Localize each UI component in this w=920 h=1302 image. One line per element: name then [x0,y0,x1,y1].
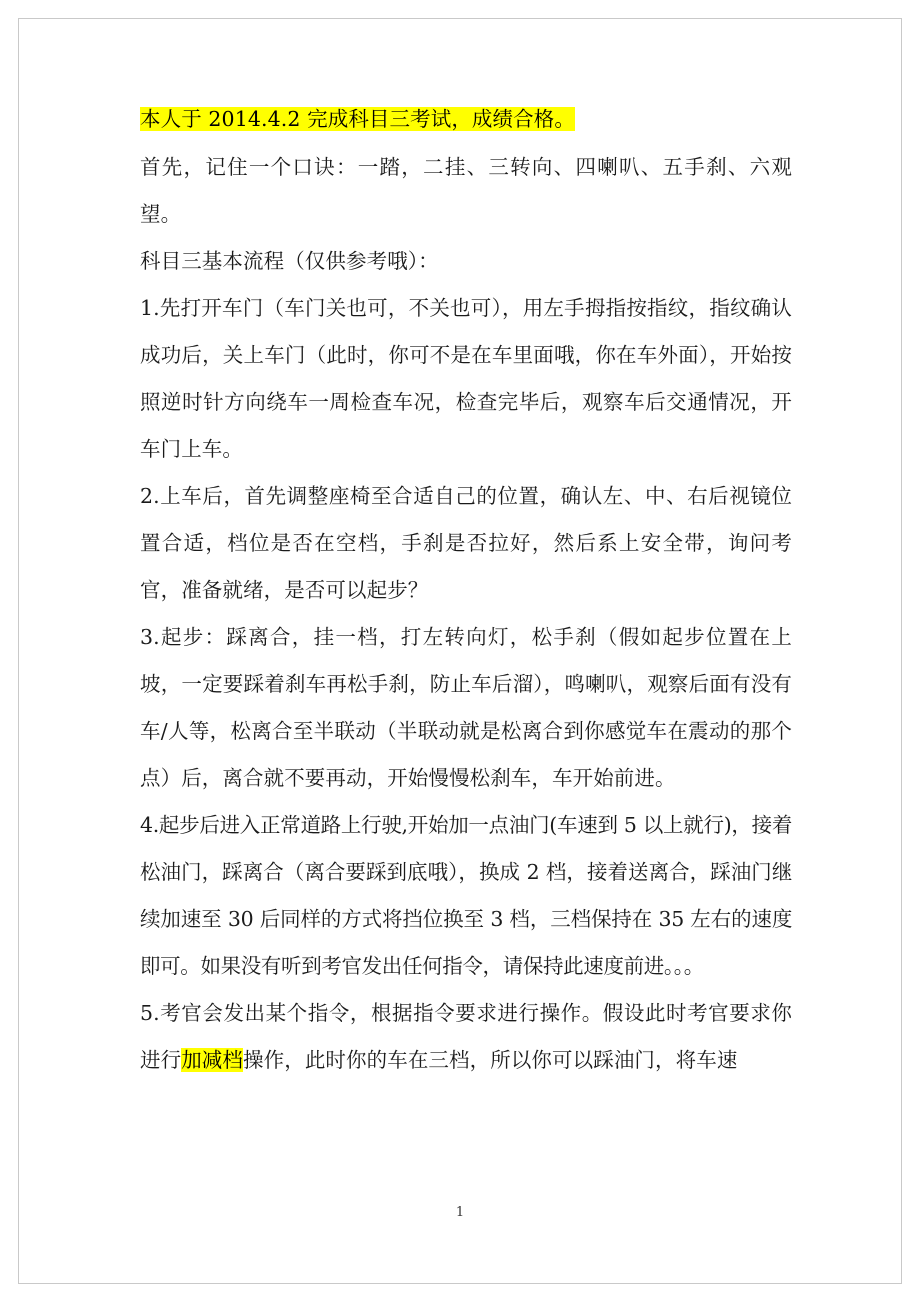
paragraph-step-5-text-before: 5.考官会发出某个指令，根据指令要求进行操作。假设此时考官要求你进行 [140,1001,792,1072]
paragraph-flow-title: 科目三基本流程（仅供参考哦）： [140,249,439,273]
highlighted-term-jiajiandang: 加减档 [181,1048,244,1072]
paragraph-step-1: 1.先打开车门（车门关也可，不关也可），用左手拇指按指纹，指纹确认成功后，关上车门（此时，你可不是在车里面哦，你在车外面），开始按照逆时针方向绕车一周检查车况，检查完毕后，观察车后交通情况，开车门上车。 [140,296,792,461]
paragraph-intro: 首先，记住一个口诀：一踏，二挂、三转向、四喇叭、五手刹、六观望。 [140,155,792,226]
paragraph-step-5-text-after: 操作，此时你的车在三档，所以你可以踩油门，将车速 [243,1048,738,1072]
paragraph-step-2: 2.上车后，首先调整座椅至合适自己的位置，确认左、中、右后视镜位置合适，档位是否在空档，手刹是否拉好，然后系上安全带，询问考官，准备就绪，是否可以起步？ [140,484,792,602]
highlighted-heading-text: 本人于 2014.4.2 完成科目三考试，成绩合格。 [140,107,575,131]
paragraph-step-5 [140,990,792,1084]
document-text-body [140,96,792,1084]
paragraph-step-4: 4.起步后进入正常道路上行驶,开始加一点油门(车速到 5 以上就行)，接着松油门，踩离合（离合要踩到底哦），换成 2 档，接着送离合，踩油门继续加速至 30 后同样的方式将挡位换至 3 档，三档保持在 35 左右的速度即可。如果没有听到考官发出任何指令，请保持此速度前进。。。 [140,813,792,978]
page-number: 1 [455,1205,465,1220]
paragraph-heading [140,96,792,143]
paragraph-step-3: 3.起步：踩离合，挂一档，打左转向灯，松手刹（假如起步位置在上坡，一定要踩着刹车再松手刹，防止车后溜），鸣喇叭，观察后面有没有车/人等，松离合至半联动（半联动就是松离合到你感觉车在震动的那个点）后，离合就不要再动，开始慢慢松刹车，车开始前进。 [140,625,792,790]
